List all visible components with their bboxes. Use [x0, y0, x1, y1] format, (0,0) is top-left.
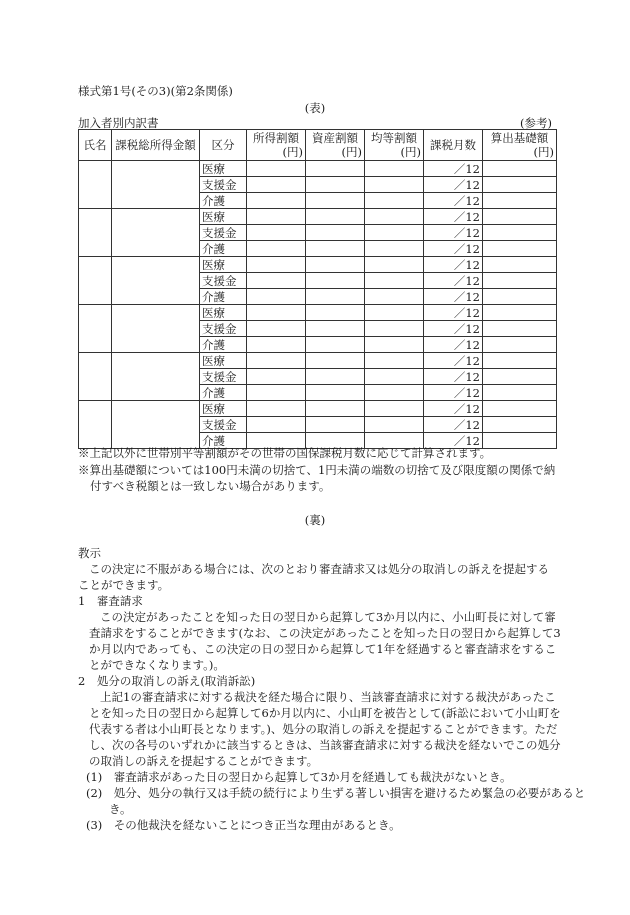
months-cell: ／12: [424, 273, 483, 289]
division-cell: 医療: [200, 353, 247, 369]
months-cell: ／12: [424, 177, 483, 193]
division-cell: 支援金: [200, 177, 247, 193]
base-amount-cell: [483, 353, 557, 369]
taxable-income-cell: [112, 209, 200, 257]
income-levy-cell: [247, 353, 306, 369]
income-levy-cell: [247, 369, 306, 385]
months-cell: ／12: [424, 161, 483, 177]
income-levy-cell: [247, 161, 306, 177]
base-amount-cell: [483, 305, 557, 321]
months-cell: ／12: [424, 417, 483, 433]
note-base-amount: [78, 462, 556, 494]
division-cell: 医療: [200, 305, 247, 321]
income-levy-cell: [247, 385, 306, 401]
months-cell: ／12: [424, 353, 483, 369]
header-asset-levy: [306, 130, 365, 161]
income-levy-cell: [247, 209, 306, 225]
header-base-amount-label: 算出基礎額: [490, 131, 549, 145]
header-per-capita-levy-unit: (円): [400, 145, 421, 159]
income-levy-cell: [247, 241, 306, 257]
months-cell: ／12: [424, 433, 483, 449]
section2-title: 2 処分の取消しの訴え(取消訴訟): [78, 674, 256, 688]
header-income-levy-unit: (円): [282, 145, 303, 159]
months-cell: ／12: [424, 337, 483, 353]
exception-item-2: (2) 処分、処分の執行又は手続の続行により生ずる著しい損害を避けるため緊急の必要があるとき。: [86, 786, 586, 816]
asset-levy-cell: [306, 305, 365, 321]
base-amount-cell: [483, 161, 557, 177]
base-amount-cell: [483, 273, 557, 289]
instruction-intro: この決定に不服がある場合には、次のとおり審査請求又は処分の取消しの訴えを提起することができます。: [78, 562, 549, 592]
taxable-income-cell: [112, 353, 200, 401]
header-per-capita-levy-label: 均等割額: [371, 131, 417, 145]
table-title: 加入者別内訳書: [78, 116, 159, 130]
division-cell: 医療: [200, 209, 247, 225]
base-amount-cell: [483, 193, 557, 209]
income-levy-cell: [247, 225, 306, 241]
per-capita-levy-cell: [365, 193, 424, 209]
table-row: [79, 257, 557, 273]
asset-levy-cell: [306, 193, 365, 209]
division-cell: 介護: [200, 337, 247, 353]
asset-levy-cell: [306, 177, 365, 193]
months-cell: ／12: [424, 241, 483, 257]
name-cell: [79, 305, 112, 353]
exception-item-3: (3) その他裁決を経ないことにつき正当な理由があるとき。: [86, 818, 401, 832]
per-capita-levy-cell: [365, 257, 424, 273]
months-cell: ／12: [424, 321, 483, 337]
months-cell: ／12: [424, 193, 483, 209]
note-household-levy: [78, 445, 556, 461]
months-cell: ／12: [424, 369, 483, 385]
section2-body: 上記1の審査請求に対する裁決を経た場合に限り、当該審査請求に対する裁決があったことを知った日の翌日から起算して6か月以内に、小山町を被告として(訴訟において小山町を代表する者は小山町長となります。)、処分の取消しの訴えを提起することができます。ただし、次の各号のいずれかに該当するときは、当該審査請求に対する裁決を経ないでこの処分の取消しの訴えを提起することができます。: [89, 690, 561, 768]
division-cell: 医療: [200, 161, 247, 177]
per-capita-levy-cell: [365, 241, 424, 257]
months-cell: ／12: [424, 209, 483, 225]
base-amount-cell: [483, 225, 557, 241]
taxable-income-cell: [112, 257, 200, 305]
per-capita-levy-cell: [365, 225, 424, 241]
per-capita-levy-cell: [365, 401, 424, 417]
asset-levy-cell: [306, 401, 365, 417]
name-cell: [79, 161, 112, 209]
base-amount-cell: [483, 401, 557, 417]
income-levy-cell: [247, 273, 306, 289]
base-amount-cell: [483, 337, 557, 353]
income-levy-cell: [247, 337, 306, 353]
per-capita-levy-cell: [365, 305, 424, 321]
division-cell: 医療: [200, 257, 247, 273]
income-levy-cell: [247, 177, 306, 193]
income-levy-cell: [247, 417, 306, 433]
base-amount-cell: [483, 209, 557, 225]
per-capita-levy-cell: [365, 385, 424, 401]
asset-levy-cell: [306, 241, 365, 257]
note-base-amount-text: ※算出基礎額については100円未満の切捨て、1円未満の端数の切捨て及び限度額の関係で納付すべき税額とは一致しない場合があります。: [78, 463, 556, 493]
income-levy-cell: [247, 401, 306, 417]
asset-levy-cell: [306, 289, 365, 305]
back-side-label: (裏): [304, 513, 326, 527]
division-cell: 介護: [200, 193, 247, 209]
table-row: [79, 353, 557, 369]
division-cell: 介護: [200, 433, 247, 449]
per-capita-levy-cell: [365, 177, 424, 193]
per-capita-levy-cell: [365, 417, 424, 433]
header-income-levy-label: 所得割額: [253, 131, 299, 145]
division-cell: 支援金: [200, 369, 247, 385]
division-cell: 支援金: [200, 273, 247, 289]
months-cell: ／12: [424, 289, 483, 305]
header-division: 区分: [200, 130, 247, 161]
name-cell: [79, 401, 112, 449]
taxable-income-cell: [112, 161, 200, 209]
table-header-row: [79, 130, 557, 161]
income-levy-cell: [247, 305, 306, 321]
instruction-heading: 教示: [78, 546, 101, 560]
asset-levy-cell: [306, 161, 365, 177]
division-cell: 支援金: [200, 321, 247, 337]
exception-item-1: (1) 審査請求があった日の翌日から起算して3か月を経過しても裁決がないとき。: [86, 770, 512, 784]
base-amount-cell: [483, 241, 557, 257]
per-capita-levy-cell: [365, 321, 424, 337]
months-cell: ／12: [424, 225, 483, 241]
base-amount-cell: [483, 417, 557, 433]
months-cell: ／12: [424, 401, 483, 417]
asset-levy-cell: [306, 337, 365, 353]
base-amount-cell: [483, 257, 557, 273]
asset-levy-cell: [306, 385, 365, 401]
header-taxable-income: 課税総所得金額: [112, 130, 200, 161]
table-row: [79, 401, 557, 417]
income-levy-cell: [247, 321, 306, 337]
header-base-amount: [483, 130, 557, 161]
asset-levy-cell: [306, 209, 365, 225]
table-row: [79, 305, 557, 321]
header-base-amount-unit: (円): [533, 145, 554, 159]
income-levy-cell: [247, 193, 306, 209]
table-row: [79, 161, 557, 177]
income-levy-cell: [247, 257, 306, 273]
header-income-levy: [247, 130, 306, 161]
months-cell: ／12: [424, 257, 483, 273]
note-household-levy-text: ※上記以外に世帯別平等割額がその世帯の国保課税月数に応じて計算されます。: [78, 446, 492, 460]
division-cell: 支援金: [200, 417, 247, 433]
name-cell: [79, 209, 112, 257]
base-amount-cell: [483, 369, 557, 385]
member-breakdown-table: [78, 129, 557, 449]
asset-levy-cell: [306, 273, 365, 289]
per-capita-levy-cell: [365, 289, 424, 305]
base-amount-cell: [483, 321, 557, 337]
division-cell: 介護: [200, 385, 247, 401]
division-cell: 介護: [200, 289, 247, 305]
asset-levy-cell: [306, 369, 365, 385]
section1-title: 1 審査請求: [78, 594, 143, 608]
per-capita-levy-cell: [365, 353, 424, 369]
per-capita-levy-cell: [365, 273, 424, 289]
per-capita-levy-cell: [365, 369, 424, 385]
name-cell: [79, 353, 112, 401]
header-name: 氏名: [79, 130, 112, 161]
header-asset-levy-unit: (円): [341, 145, 362, 159]
income-levy-cell: [247, 289, 306, 305]
division-cell: 医療: [200, 401, 247, 417]
base-amount-cell: [483, 289, 557, 305]
per-capita-levy-cell: [365, 337, 424, 353]
asset-levy-cell: [306, 257, 365, 273]
per-capita-levy-cell: [365, 209, 424, 225]
months-cell: ／12: [424, 305, 483, 321]
section1-body: この決定があったことを知った日の翌日から起算して3か月以内に、小山町長に対して審査請求をすることができます(なお、この決定があったことを知った日の翌日から起算して3か月以内であっても、この決定の日の翌日から起算して1年を経過すると審査請求をすることができなくなります。)。: [89, 610, 561, 672]
asset-levy-cell: [306, 225, 365, 241]
form-identifier: 様式第1号(その3)(第2条関係): [78, 84, 233, 98]
header-months: 課税月数: [424, 130, 483, 161]
asset-levy-cell: [306, 353, 365, 369]
per-capita-levy-cell: [365, 161, 424, 177]
asset-levy-cell: [306, 417, 365, 433]
taxable-income-cell: [112, 401, 200, 449]
front-side-label: (表): [304, 101, 326, 115]
table-body: [79, 161, 557, 449]
name-cell: [79, 257, 112, 305]
header-asset-levy-label: 資産割額: [312, 131, 358, 145]
base-amount-cell: [483, 177, 557, 193]
table-row: [79, 209, 557, 225]
asset-levy-cell: [306, 321, 365, 337]
reference-label: (参考): [520, 116, 552, 130]
taxable-income-cell: [112, 305, 200, 353]
header-per-capita-levy: [365, 130, 424, 161]
base-amount-cell: [483, 385, 557, 401]
months-cell: ／12: [424, 385, 483, 401]
division-cell: 介護: [200, 241, 247, 257]
division-cell: 支援金: [200, 225, 247, 241]
